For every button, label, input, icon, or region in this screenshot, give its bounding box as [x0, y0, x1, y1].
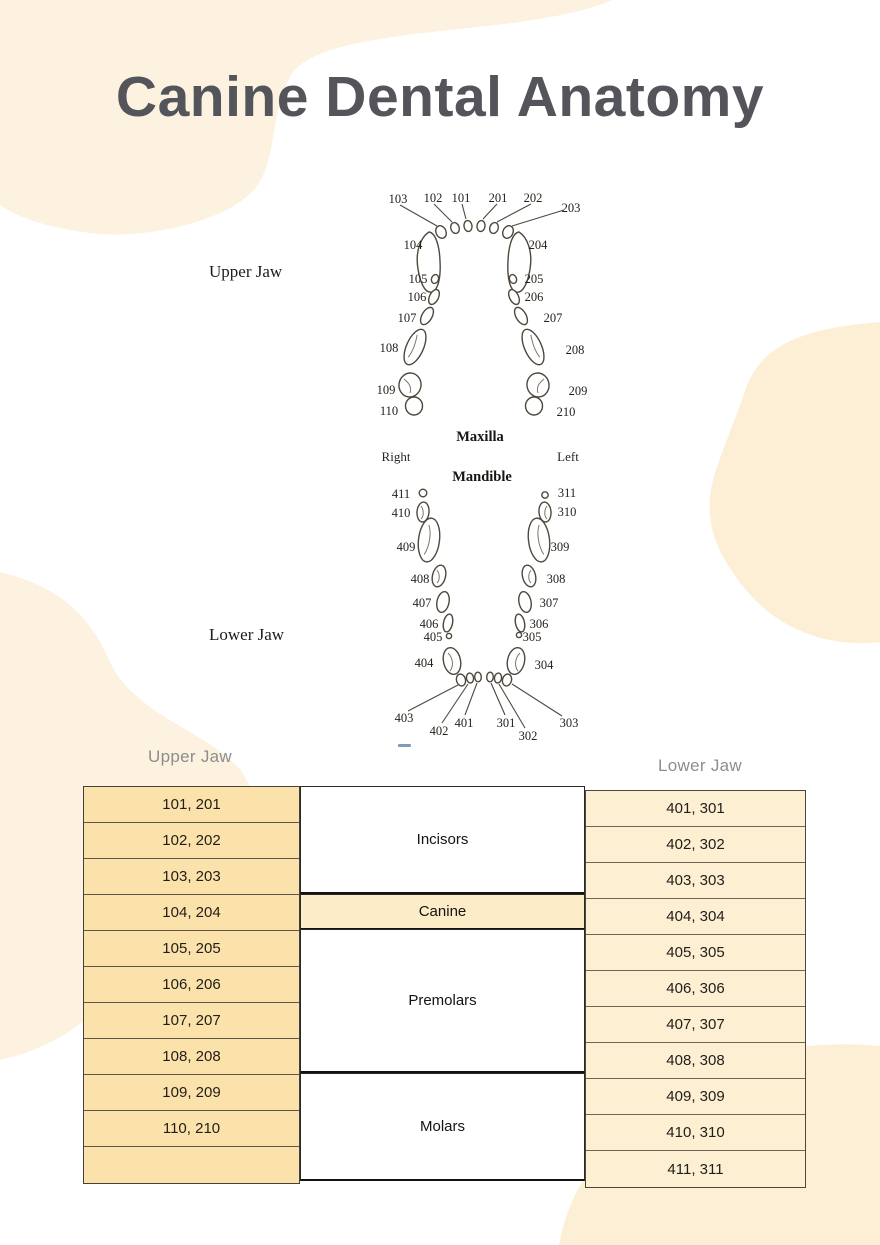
left-side-label: Left	[557, 449, 579, 464]
tooth-label-105: 105	[408, 272, 428, 286]
tooth-405-shape	[446, 633, 451, 638]
tooth-201-shape	[476, 220, 485, 232]
tooth-label-101: 101	[451, 191, 471, 205]
tooth-110-shape	[406, 397, 423, 415]
mandible-label: Mandible	[452, 469, 512, 485]
lower-jaw-column	[585, 790, 806, 1188]
table-cell-upper: 104, 204	[84, 895, 299, 931]
tooth-109-shape	[397, 371, 423, 398]
tooth-label-311: 311	[557, 486, 577, 500]
table-cell-upper: 101, 201	[84, 787, 299, 823]
mandible-leader-lines	[408, 683, 562, 728]
page-title: Canine Dental Anatomy	[115, 65, 765, 129]
mandible-teeth-shapes	[416, 489, 552, 687]
blue-dash-mark	[398, 744, 411, 747]
dental-diagram	[368, 175, 638, 755]
tooth-label-410: 410	[391, 506, 411, 520]
tooth-label-411: 411	[391, 487, 411, 501]
table-cell-lower: 405, 305	[586, 935, 805, 971]
tooth-302-shape	[494, 673, 502, 684]
table-cell-lower: 409, 309	[586, 1079, 805, 1115]
table-lower-jaw-header: Lower Jaw	[658, 756, 742, 775]
upper-jaw-column	[83, 786, 300, 1184]
tooth-label-301: 301	[496, 716, 516, 730]
tooth-group-incisors: Incisors	[300, 786, 585, 895]
tooth-label-103: 103	[388, 192, 408, 206]
tooth-403-shape	[455, 673, 467, 687]
tooth-402-shape	[466, 673, 474, 684]
tooth-label-209: 209	[568, 384, 588, 398]
tooth-label-309: 309	[550, 540, 570, 554]
tooth-307-shape	[517, 590, 533, 613]
tooth-209-shape	[525, 371, 551, 398]
table-cell-upper: 102, 202	[84, 823, 299, 859]
upper-jaw-diagram-label: Upper Jaw	[209, 262, 283, 281]
tooth-108-shape	[400, 326, 431, 368]
tooth-label-303: 303	[559, 716, 579, 730]
table-upper-jaw-header: Upper Jaw	[148, 747, 232, 766]
tooth-group-canine: Canine	[300, 894, 585, 931]
table-cell-upper-empty	[84, 1147, 299, 1183]
tooth-label-102: 102	[423, 191, 443, 205]
table-cell-upper: 110, 210	[84, 1111, 299, 1147]
tooth-label-106: 106	[407, 290, 427, 304]
tooth-label-207: 207	[543, 311, 563, 325]
tooth-label-302: 302	[518, 729, 538, 743]
tooth-208-shape	[518, 326, 549, 368]
table-cell-upper: 105, 205	[84, 931, 299, 967]
tooth-label-305: 305	[522, 630, 542, 644]
tooth-102-shape	[449, 221, 460, 234]
tooth-label-205: 205	[524, 272, 544, 286]
tooth-210-shape	[526, 397, 543, 415]
table-cell-lower: 411, 311	[667, 1160, 724, 1178]
tooth-label-407: 407	[412, 596, 432, 610]
tooth-303-shape	[501, 673, 513, 687]
tooth-label-402: 402	[429, 724, 449, 738]
table-cell-lower: 401, 301	[586, 791, 805, 827]
tooth-label-307: 307	[539, 596, 559, 610]
table-cell-upper: 108, 208	[84, 1039, 299, 1075]
tooth-label-306: 306	[529, 617, 549, 631]
tooth-label-203: 203	[561, 201, 581, 215]
tooth-label-201: 201	[488, 191, 508, 205]
tooth-301-shape	[486, 672, 493, 682]
table-cell-upper: 106, 206	[84, 967, 299, 1003]
tooth-label-210: 210	[556, 405, 576, 419]
table-cell-upper: 109, 209	[84, 1075, 299, 1111]
tooth-label-310: 310	[557, 505, 577, 519]
dental-numbering-table	[83, 786, 806, 1188]
tooth-407-shape	[435, 590, 451, 613]
tooth-label-408: 408	[410, 572, 430, 586]
tooth-305-shape	[516, 632, 521, 637]
tooth-label-404: 404	[414, 656, 434, 670]
tooth-406-shape	[442, 613, 455, 632]
tooth-label-110: 110	[379, 404, 399, 418]
tooth-group-molars: Molars	[300, 1073, 585, 1181]
maxilla-label: Maxilla	[456, 429, 504, 445]
tooth-label-204: 204	[528, 238, 548, 252]
table-cell-lower: 408, 308	[586, 1043, 805, 1079]
table-cell-lower: 403, 303	[586, 863, 805, 899]
tooth-group-premolars: Premolars	[300, 929, 585, 1074]
tooth-label-308: 308	[546, 572, 566, 586]
tooth-401-shape	[474, 672, 481, 682]
table-cell-upper: 103, 203	[84, 859, 299, 895]
tooth-label-108: 108	[379, 341, 399, 355]
tooth-107-shape	[418, 305, 436, 326]
table-cell-lower: 410, 310	[586, 1115, 805, 1151]
tooth-label-109: 109	[376, 383, 396, 397]
tooth-101-shape	[463, 220, 472, 232]
tooth-label-208: 208	[565, 343, 585, 357]
table-cell-lower: 406, 306	[586, 971, 805, 1007]
tooth-label-206: 206	[524, 290, 544, 304]
tooth-label-401: 401	[454, 716, 474, 730]
tooth-label-405: 405	[423, 630, 443, 644]
tooth-label-107: 107	[397, 311, 417, 325]
table-cell-lower: 407, 307	[586, 1007, 805, 1043]
tooth-type-column	[300, 786, 585, 1181]
tooth-label-202: 202	[523, 191, 543, 205]
tooth-207-shape	[512, 305, 530, 326]
table-cell-lower: 402, 302	[586, 827, 805, 863]
table-cell-lower: 404, 304	[586, 899, 805, 935]
right-side-label: Right	[381, 449, 411, 464]
tooth-label-406: 406	[419, 617, 439, 631]
tooth-202-shape	[488, 221, 499, 234]
lower-jaw-diagram-label: Lower Jaw	[209, 625, 285, 644]
table-cell-upper: 107, 207	[84, 1003, 299, 1039]
tooth-311-shape	[542, 492, 548, 498]
tooth-label-409: 409	[396, 540, 416, 554]
tooth-label-304: 304	[534, 658, 554, 672]
tooth-label-104: 104	[403, 238, 423, 252]
tooth-label-403: 403	[394, 711, 414, 725]
tooth-411-shape	[419, 489, 427, 497]
